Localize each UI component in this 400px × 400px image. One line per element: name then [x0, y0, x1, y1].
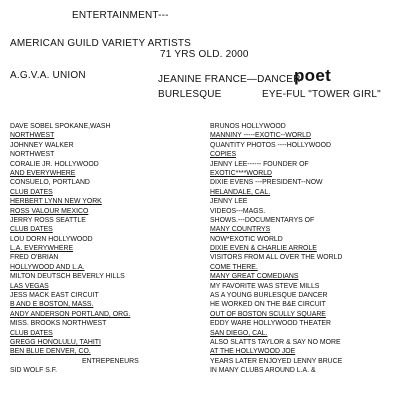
line-text: LAS VEGAS [10, 282, 49, 290]
left-column-line [10, 188, 139, 197]
line-text: JERRY ROSS SEATTLE [10, 216, 86, 224]
left-column-line [10, 131, 139, 140]
line-text: B AND E BOSTON, MASS. [10, 301, 94, 309]
burlesque-label: BURLESQUE [158, 89, 222, 100]
right-column [210, 122, 342, 376]
right-column-line [210, 188, 342, 197]
left-column-line [10, 178, 139, 187]
line-text: BRUNOS HOLLYWOOD [210, 123, 286, 130]
line-text: HELANDALE, CAL. [210, 188, 271, 196]
line-text: VIDEOS---MAGS. [210, 207, 266, 215]
line-text: L.A. EVERYWHERE [10, 245, 74, 253]
right-column-line [210, 310, 342, 319]
line-text: JENNY LEE------ FOUNDER OF [210, 160, 309, 168]
left-column-line [10, 291, 139, 300]
right-column-line [210, 357, 342, 366]
left-column-line [10, 300, 139, 309]
left-column-line [10, 329, 139, 338]
right-column-line [210, 300, 342, 309]
line-text: HERBERT LYNN NEW YORK [10, 198, 102, 206]
line-text: IN MANY CLUBS AROUND L.A. & [210, 367, 316, 375]
left-column-line [10, 197, 139, 206]
right-column-line [210, 150, 342, 159]
line-text: FRED O'BRIAN [10, 254, 59, 262]
right-column-line [210, 366, 342, 375]
left-column-line [10, 207, 139, 216]
left-column-line [10, 216, 139, 225]
line-text: MANY COUNTRYS [210, 226, 271, 234]
line-text: MANY GREAT COMEDIANS [210, 273, 299, 281]
right-column-line [210, 131, 342, 140]
line-text: YEARS LATER ENJOYED LENNY BRUCE [210, 357, 343, 365]
left-column-line [10, 150, 139, 159]
line-text: CORALIE JR. HOLLYWOOD [10, 160, 99, 168]
guild-name: AMERICAN GUILD VARIETY ARTISTS [10, 38, 192, 49]
line-text: COME THERE. [210, 263, 258, 271]
left-column [10, 122, 139, 376]
line-text: AND EVERYWHERE [10, 169, 76, 177]
line-text: AS A YOUNG BURLESQUE DANCER [210, 292, 328, 300]
right-column-line [210, 235, 342, 244]
eyeful-tower-girl: EYE-FUL "TOWER GIRL" [262, 89, 381, 100]
line-text: SHOWS.---DOCUMENTARYS OF [210, 216, 315, 224]
right-column-line [210, 347, 342, 356]
line-text: JESS MACK EAST CIRCUIT [10, 292, 99, 300]
line-text: JOHNNEY WALKER [10, 141, 74, 149]
right-column-line [210, 225, 342, 234]
left-column-line [10, 357, 139, 366]
right-column-line [210, 253, 342, 262]
left-column-line [10, 160, 139, 169]
right-column-line [210, 329, 342, 338]
left-column-line [10, 310, 139, 319]
author-name: JEANINE FRANCE—DANCER [158, 74, 301, 85]
line-text: QUANTITY PHOTOS ----HOLLYWOOD [210, 141, 331, 149]
left-column-line [10, 235, 139, 244]
right-column-line [210, 122, 342, 131]
right-column-line [210, 263, 342, 272]
line-text: DIXIE EVEN & CHARLIE ARROLE [210, 245, 317, 253]
line-text: NORTHWEST [10, 151, 55, 159]
left-column-line [10, 169, 139, 178]
line-text: MISS. BROOKS NORTHWEST [10, 320, 107, 328]
right-column-line [210, 216, 342, 225]
line-text: EXOTIC****WORLD [210, 169, 273, 177]
line-text: SID WOLF S.F. [10, 367, 58, 375]
line-text: CLUB DATES [10, 188, 53, 196]
line-text: ALSO SLATTS TAYLOR & SAY NO MORE [210, 338, 341, 346]
right-column-line [210, 282, 342, 291]
right-column-line [210, 291, 342, 300]
line-text: CLUB DATES [10, 329, 53, 337]
line-text: ANDY ANDERSON PORTLAND, ORG. [10, 310, 131, 318]
left-column-line [10, 366, 139, 375]
line-text: NORTHWEST [10, 132, 55, 140]
left-column-line [10, 263, 139, 272]
line-text: NOW*EXOTIC WORLD [210, 235, 283, 243]
right-column-line [210, 141, 342, 150]
left-column-line [10, 253, 139, 262]
right-column-line [210, 160, 342, 169]
line-text: CLUB DATES [10, 226, 53, 234]
doc-title: ENTERTAINMENT--- [72, 10, 169, 21]
right-column-line [210, 272, 342, 281]
line-text: JENNY LEE [210, 198, 248, 206]
left-column-line [10, 122, 139, 131]
left-column-line [10, 319, 139, 328]
left-column-line [10, 347, 139, 356]
left-column-line [10, 225, 139, 234]
right-column-line [210, 169, 342, 178]
left-column-line [10, 282, 139, 291]
guild-age: 71 YRS OLD. 2000 [160, 49, 249, 60]
right-column-line [210, 244, 342, 253]
line-text: ENTREPENEURS [82, 357, 139, 365]
left-column-line [10, 141, 139, 150]
left-column-line [10, 272, 139, 281]
right-column-line [210, 319, 342, 328]
right-column-line [210, 338, 342, 347]
line-text: COPIES [210, 151, 237, 159]
left-column-line [10, 338, 139, 347]
line-text: SAN DIEGO, CAL. [210, 329, 268, 337]
line-text: GREGG HONOLULU, TAHITI [10, 338, 101, 346]
line-text: MILTON DEUTSCH BEVERLY HILLS [10, 273, 125, 281]
line-text: DAVE SOBEL SPOKANE,WASH [10, 123, 111, 130]
right-column-line [210, 207, 342, 216]
left-column-line [10, 244, 139, 253]
line-text: EDDY WARE HOLLYWOOD THEATER [210, 320, 331, 328]
right-column-line [210, 197, 342, 206]
line-text: ROSS VALOUR MEXICO [10, 207, 89, 215]
line-text: HE WORKED ON THE B&E CIRCUIT [210, 301, 326, 309]
line-text: AT THE HOLLYWOOD JOE [210, 348, 296, 356]
line-text: VISITORS FROM ALL OVER THE WORLD [210, 254, 343, 262]
line-text: HOLLYWOOD AND L.A. [10, 263, 85, 271]
line-text: LOU DORN HOLLYWOOD [10, 235, 93, 243]
right-column-line [210, 178, 342, 187]
line-text: BEN BLUE DENVER, CO. [10, 348, 91, 356]
line-text: MANNINY -----EXOTIC--WORLD [210, 132, 311, 140]
poet-label: poet [294, 66, 332, 85]
line-text: OUT OF BOSTON SCULLY SQUARE [210, 310, 326, 318]
line-text: MY FAVORITE WAS STEVE MILLS [210, 282, 320, 290]
line-text: CONSUELO, PORTLAND [10, 179, 90, 187]
union-name: A.G.V.A. UNION [10, 70, 86, 81]
line-text: DIXIE EVENS ---PRESIDENT--NOW [210, 179, 323, 187]
